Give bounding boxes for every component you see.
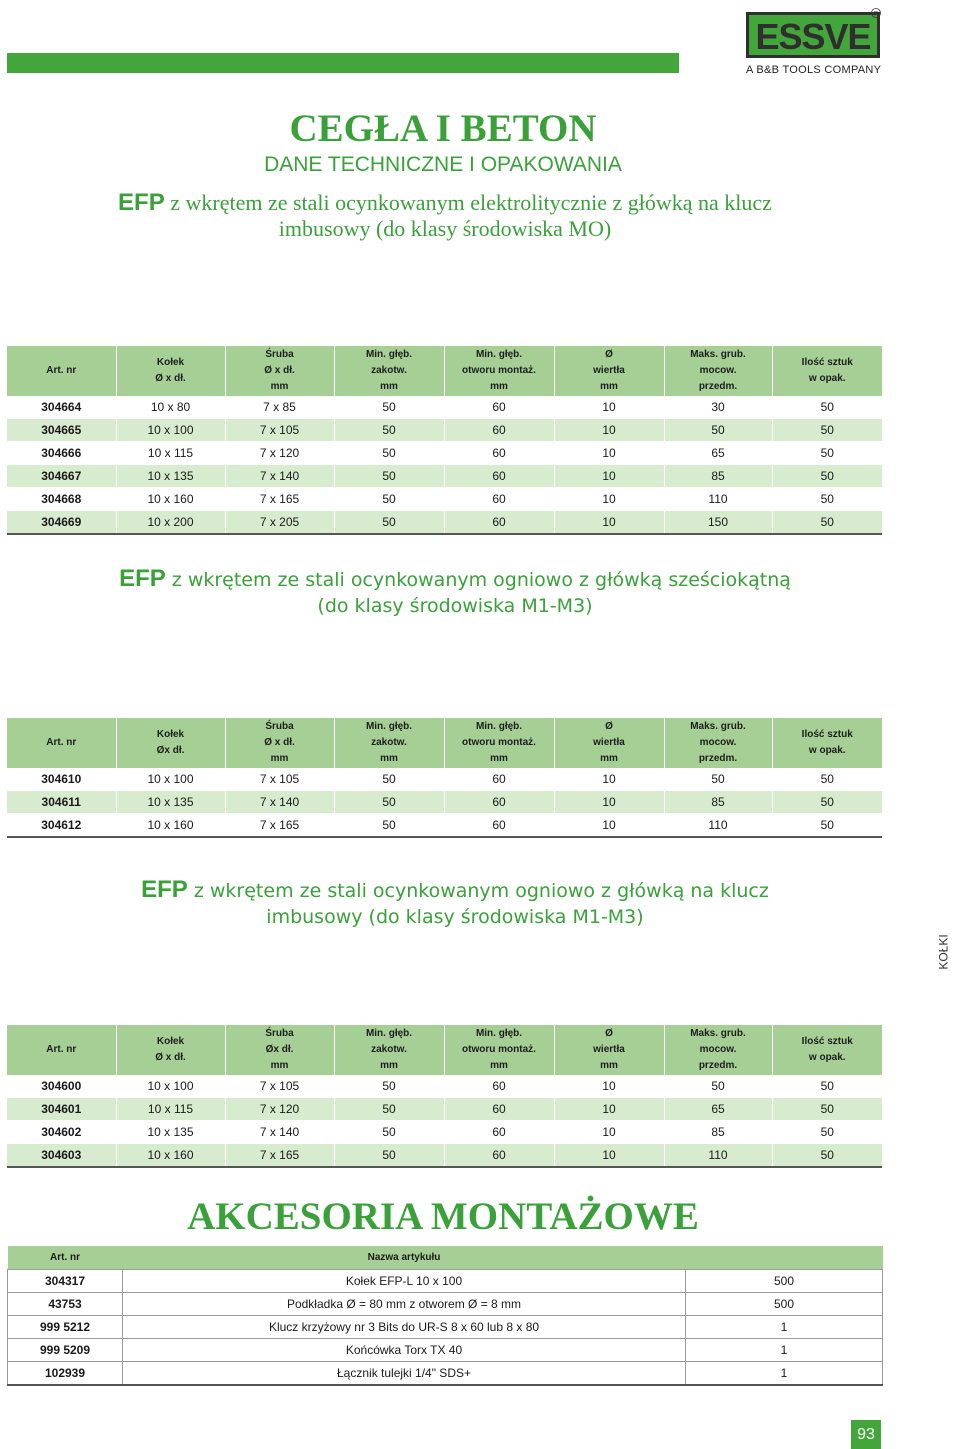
section-2-line2: (do klasy środowiska M1-M3) xyxy=(317,595,593,617)
table-header-cell: Ilość sztuk w opak. xyxy=(772,1025,882,1075)
table-cell: 50 xyxy=(334,1144,444,1168)
table-cell: 50 xyxy=(772,1075,882,1098)
table-cell: 50 xyxy=(664,768,772,791)
table-row xyxy=(7,511,882,535)
table-cell: 10 xyxy=(554,396,664,419)
table-header-cell: Kołek Ø x dł. xyxy=(116,1025,225,1075)
table-cell: 60 xyxy=(444,465,554,488)
table-cell: 60 xyxy=(444,1121,554,1144)
table-cell: 50 xyxy=(334,488,444,511)
product-name-cell: Łącznik tulejki 1/4" SDS+ xyxy=(123,1362,686,1386)
table-cell: 60 xyxy=(444,768,554,791)
table-cell: 60 xyxy=(444,488,554,511)
table-cell: 10 xyxy=(554,465,664,488)
section-2-efp: EFP xyxy=(119,565,166,592)
page-title: CEGŁA I BETON xyxy=(289,107,597,150)
table-cell: 10 xyxy=(554,814,664,838)
table-cell: 60 xyxy=(444,396,554,419)
product-name-cell: Klucz krzyżowy nr 3 Bits do UR-S 8 x 60 lub 8 x 80 xyxy=(123,1316,686,1339)
table-cell: 7 x 165 xyxy=(225,1144,334,1168)
table-cell: 110 xyxy=(664,814,772,838)
table-cell: 50 xyxy=(334,814,444,838)
art-number-cell: 102939 xyxy=(8,1362,123,1386)
table-cell: 150 xyxy=(664,511,772,535)
table-cell: 7 x 165 xyxy=(225,814,334,838)
table-cell: 60 xyxy=(444,1098,554,1121)
product-name-cell: Końcówka Torx TX 40 xyxy=(123,1339,686,1362)
art-number-cell: 304666 xyxy=(7,442,116,465)
table-header-cell: Art. nr xyxy=(7,718,116,768)
table-header-cell: Kołek Ø x dł. xyxy=(116,346,225,396)
table-cell: 10 x 100 xyxy=(116,768,225,791)
table-row xyxy=(7,465,882,488)
table-cell: 10 x 80 xyxy=(116,396,225,419)
table-header-cell: Art. nr xyxy=(7,346,116,396)
quantity-cell: 500 xyxy=(686,1293,883,1316)
table-cell: 50 xyxy=(334,791,444,814)
table-row xyxy=(8,1270,883,1293)
art-number-cell: 304667 xyxy=(7,465,116,488)
table-row xyxy=(7,1075,882,1098)
table-cell: 50 xyxy=(772,488,882,511)
table-cell: 30 xyxy=(664,396,772,419)
table-cell: 10 xyxy=(554,1121,664,1144)
table-header-cell: Ø wiertła mm xyxy=(554,346,664,396)
table-cell: 7 x 140 xyxy=(225,465,334,488)
table-cell: 85 xyxy=(664,791,772,814)
table-cell: 85 xyxy=(664,1121,772,1144)
table-cell: 60 xyxy=(444,1075,554,1098)
table-cell: 10 xyxy=(554,1075,664,1098)
table-row xyxy=(7,1144,882,1168)
table-row xyxy=(8,1316,883,1339)
table-header-cell: Ilość sztuk w opak. xyxy=(772,346,882,396)
table-cell: 50 xyxy=(772,1121,882,1144)
table-cell: 50 xyxy=(772,1144,882,1168)
top-green-bar xyxy=(7,53,679,73)
section-2-line1: z wkrętem ze stali ocynkowanym ogniowo z główką sześciokątną xyxy=(165,569,791,591)
table-cell: 10 x 135 xyxy=(116,465,225,488)
table-cell: 7 x 205 xyxy=(225,511,334,535)
table-cell: 50 xyxy=(334,442,444,465)
art-number-cell: 304611 xyxy=(7,791,116,814)
section-2-table xyxy=(7,718,882,838)
table-cell: 50 xyxy=(664,419,772,442)
acc-header-qty xyxy=(686,1246,883,1270)
table-cell: 10 x 135 xyxy=(116,1121,225,1144)
table-cell: 65 xyxy=(664,1098,772,1121)
table-cell: 7 x 120 xyxy=(225,1098,334,1121)
art-number-cell: 304600 xyxy=(7,1075,116,1098)
table-header-cell: Kołek Øx dł. xyxy=(116,718,225,768)
table-cell: 10 xyxy=(554,1098,664,1121)
art-number-cell: 304612 xyxy=(7,814,116,838)
table-header-cell: Śruba Øx dł. mm xyxy=(225,1025,334,1075)
section-3-efp: EFP xyxy=(141,876,188,903)
table-row xyxy=(8,1339,883,1362)
table-cell: 50 xyxy=(664,1075,772,1098)
art-number-cell: 999 5212 xyxy=(8,1316,123,1339)
page-subtitle: DANE TECHNICZNE I OPAKOWANIA xyxy=(264,153,622,176)
table-header-cell: Ø wiertła mm xyxy=(554,1025,664,1075)
table-cell: 10 xyxy=(554,511,664,535)
table-cell: 10 x 160 xyxy=(116,1144,225,1168)
side-category-text: KOŁKI xyxy=(936,934,951,970)
table-header-cell: Min. głęb. zakotw. mm xyxy=(334,718,444,768)
table-cell: 10 x 200 xyxy=(116,511,225,535)
table-header-cell: Ø wiertła mm xyxy=(554,718,664,768)
section-2-title xyxy=(60,566,850,619)
section-1-efp: EFP xyxy=(118,189,165,216)
table-header-cell: Maks. grub. mocow. przedm. xyxy=(664,1025,772,1075)
quantity-cell: 500 xyxy=(686,1270,883,1293)
table-cell: 7 x 165 xyxy=(225,488,334,511)
table-row xyxy=(7,791,882,814)
table-cell: 10 x 160 xyxy=(116,488,225,511)
table-cell: 10 x 135 xyxy=(116,791,225,814)
table-header-cell: Min. głęb. zakotw. mm xyxy=(334,1025,444,1075)
table-cell: 50 xyxy=(334,419,444,442)
acc-header-name: Nazwa artykułu xyxy=(123,1246,686,1270)
table-cell: 10 xyxy=(554,419,664,442)
art-number-cell: 304665 xyxy=(7,419,116,442)
art-number-cell: 304668 xyxy=(7,488,116,511)
table-cell: 50 xyxy=(772,442,882,465)
table-cell: 50 xyxy=(334,1098,444,1121)
table-cell: 10 x 160 xyxy=(116,814,225,838)
table-cell: 7 x 140 xyxy=(225,1121,334,1144)
acc-header-art: Art. nr xyxy=(8,1246,123,1270)
table-row xyxy=(7,814,882,838)
art-number-cell: 304317 xyxy=(8,1270,123,1293)
section-3-line2: imbusowy (do klasy środowiska M1-M3) xyxy=(266,906,644,928)
table-header-cell: Min. głęb. otworu montaż. mm xyxy=(444,718,554,768)
table-cell: 50 xyxy=(772,814,882,838)
accessories-table xyxy=(7,1246,883,1386)
table-row xyxy=(7,442,882,465)
brand-tagline: A B&B TOOLS COMPANY xyxy=(746,64,882,76)
table-cell: 10 x 100 xyxy=(116,419,225,442)
table-cell: 50 xyxy=(334,396,444,419)
table-cell: 10 x 115 xyxy=(116,1098,225,1121)
product-name-cell: Kołek EFP-L 10 x 100 xyxy=(123,1270,686,1293)
accessories-title: AKCESORIA MONTAŻOWE xyxy=(187,1195,699,1238)
table-cell: 50 xyxy=(772,1098,882,1121)
table-cell: 50 xyxy=(772,396,882,419)
table-cell: 50 xyxy=(334,511,444,535)
art-number-cell: 304603 xyxy=(7,1144,116,1168)
table-header-cell: Ilość sztuk w opak. xyxy=(772,718,882,768)
section-3-line1: z wkrętem ze stali ocynkowanym ogniowo z główką na klucz xyxy=(187,880,769,902)
art-number-cell: 304669 xyxy=(7,511,116,535)
table-header-cell: Maks. grub. mocow. przedm. xyxy=(664,346,772,396)
art-number-cell: 43753 xyxy=(8,1293,123,1316)
table-row xyxy=(7,1098,882,1121)
quantity-cell: 1 xyxy=(686,1362,883,1386)
table-row xyxy=(8,1362,883,1386)
table-header-cell: Śruba Ø x dł. mm xyxy=(225,346,334,396)
table-cell: 7 x 140 xyxy=(225,791,334,814)
page-number: 93 xyxy=(857,1426,875,1443)
table-cell: 10 x 115 xyxy=(116,442,225,465)
table-cell: 50 xyxy=(772,511,882,535)
table-cell: 7 x 105 xyxy=(225,768,334,791)
section-3-title xyxy=(60,877,850,930)
table-row xyxy=(7,396,882,419)
table-cell: 50 xyxy=(334,1075,444,1098)
table-cell: 60 xyxy=(444,791,554,814)
table-cell: 60 xyxy=(444,442,554,465)
accessories-body xyxy=(8,1270,883,1386)
art-number-cell: 304610 xyxy=(7,768,116,791)
table-cell: 60 xyxy=(444,419,554,442)
table-row xyxy=(7,1121,882,1144)
section-1-line2: imbusowy (do klasy środowiska MO) xyxy=(278,216,612,241)
table-cell: 7 x 85 xyxy=(225,396,334,419)
art-number-cell: 304664 xyxy=(7,396,116,419)
art-number-cell: 304601 xyxy=(7,1098,116,1121)
art-number-cell: 999 5209 xyxy=(8,1339,123,1362)
table-cell: 50 xyxy=(772,419,882,442)
table-cell: 10 x 100 xyxy=(116,1075,225,1098)
table-cell: 50 xyxy=(334,768,444,791)
table-header-cell: Śruba Ø x dł. mm xyxy=(225,718,334,768)
section-1-title xyxy=(60,190,830,242)
table-header-cell: Min. głęb. zakotw. mm xyxy=(334,346,444,396)
side-category-label xyxy=(936,935,958,975)
section-3-table xyxy=(7,1025,882,1168)
svg-text:ESSVE: ESSVE xyxy=(755,16,871,57)
quantity-cell: 1 xyxy=(686,1339,883,1362)
table-row xyxy=(8,1293,883,1316)
table-cell: 10 xyxy=(554,488,664,511)
table-cell: 50 xyxy=(334,1121,444,1144)
table-cell: 50 xyxy=(772,465,882,488)
table-header-cell: Min. głęb. otworu montaż. mm xyxy=(444,346,554,396)
table-cell: 60 xyxy=(444,1144,554,1168)
table-cell: 7 x 120 xyxy=(225,442,334,465)
quantity-cell: 1 xyxy=(686,1316,883,1339)
table-header-cell: Min. głęb. otworu montaż. mm xyxy=(444,1025,554,1075)
svg-text:R: R xyxy=(873,11,879,18)
table-cell: 60 xyxy=(444,511,554,535)
table-cell: 10 xyxy=(554,442,664,465)
table-cell: 50 xyxy=(772,791,882,814)
table-cell: 10 xyxy=(554,768,664,791)
table-cell: 85 xyxy=(664,465,772,488)
table-cell: 110 xyxy=(664,488,772,511)
section-1-table xyxy=(7,346,882,535)
table-row xyxy=(7,488,882,511)
table-header-cell: Maks. grub. mocow. przedm. xyxy=(664,718,772,768)
table-header-cell: Art. nr xyxy=(7,1025,116,1075)
section-1-line1: z wkrętem ze stali ocynkowanym elektrolitycznie z główką na klucz xyxy=(164,190,772,215)
table-cell: 10 xyxy=(554,1144,664,1168)
table-cell: 50 xyxy=(772,768,882,791)
table-row xyxy=(7,768,882,791)
table-row xyxy=(7,419,882,442)
table-cell: 110 xyxy=(664,1144,772,1168)
table-cell: 50 xyxy=(334,465,444,488)
product-name-cell: Podkładka Ø = 80 mm z otworem Ø = 8 mm xyxy=(123,1293,686,1316)
table-cell: 65 xyxy=(664,442,772,465)
table-cell: 7 x 105 xyxy=(225,419,334,442)
page-number-box xyxy=(851,1420,881,1449)
art-number-cell: 304602 xyxy=(7,1121,116,1144)
table-cell: 60 xyxy=(444,814,554,838)
table-cell: 10 xyxy=(554,791,664,814)
table-cell: 7 x 105 xyxy=(225,1075,334,1098)
